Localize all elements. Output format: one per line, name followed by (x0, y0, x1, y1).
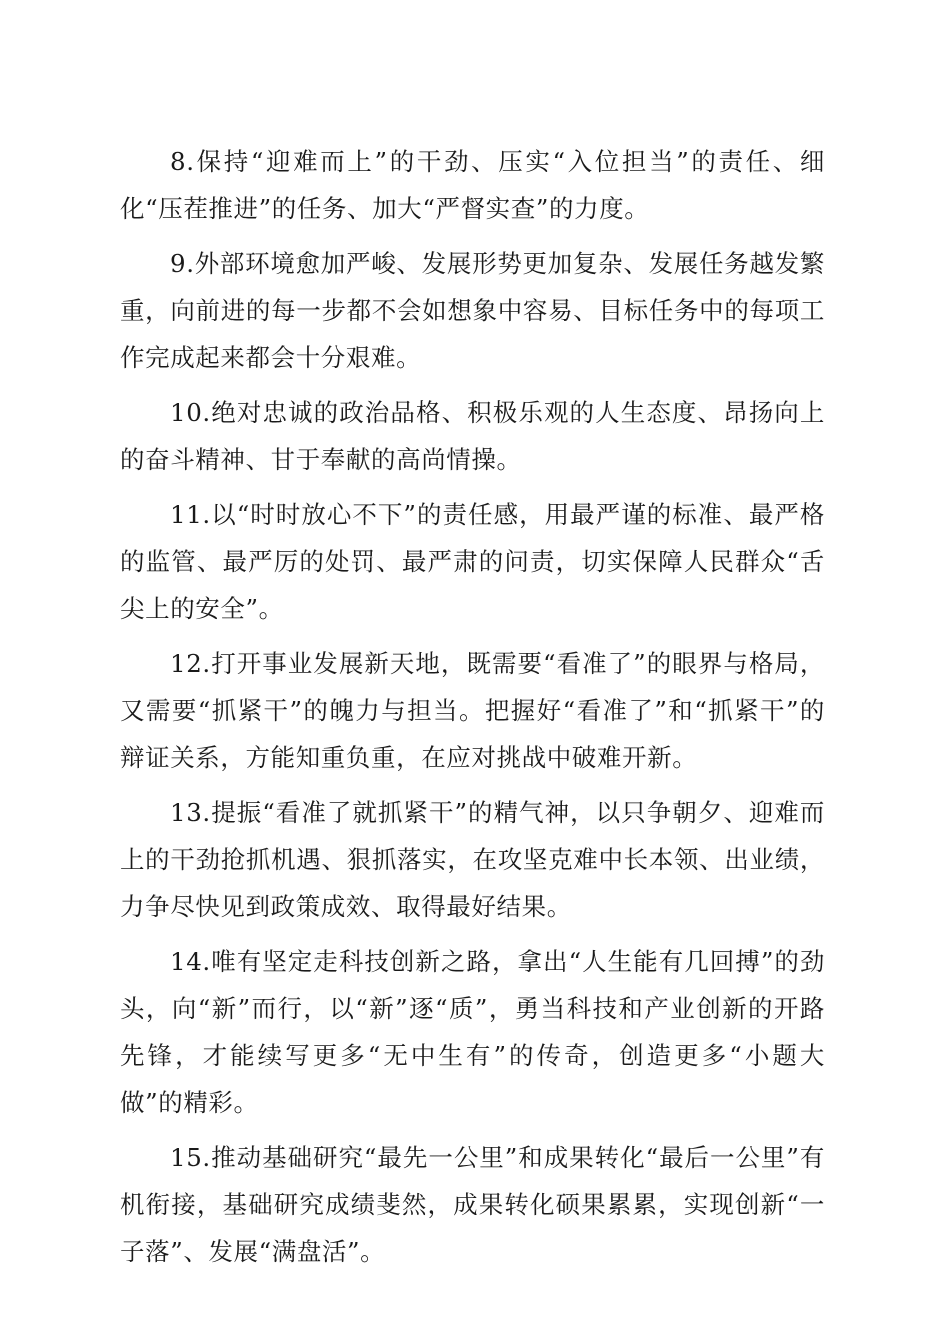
paragraph-11: 11.以“时时放心不下”的责任感，用最严谨的标准、最严格的监管、最严厉的处罚、最严肃的问责，切实保障人民群众“舌尖上的安全”。 (120, 500, 825, 623)
paragraph-14: 14.唯有坚定走科技创新之路，拿出“人生能有几回搏”的劲头，向“新”而行，以“新”逐“质”，勇当科技和产业创新的开路先锋，才能续写更多“无中生有”的传奇，创造更多“小题大做”的精彩。 (120, 947, 825, 1117)
paragraph-8: 8.保持“迎难而上”的干劲、压实“入位担当”的责任、细化“压茬推进”的任务、加大“严督实查”的力度。 (120, 147, 825, 223)
paragraph-10: 10.绝对忠诚的政治品格、积极乐观的人生态度、昂扬向上的奋斗精神、甘于奉献的高尚情操。 (120, 398, 825, 474)
document-body (120, 138, 825, 1283)
paragraph-9: 9.外部环境愈加严峻、发展形势更加复杂、发展任务越发繁重，向前进的每一步都不会如想象中容易、目标任务中的每项工作完成起来都会十分艰难。 (120, 249, 825, 372)
paragraph-15: 15.推动基础研究“最先一公里”和成果转化“最后一公里”有机衔接，基础研究成绩斐然，成果转化硕果累累，实现创新“一子落”、发展“满盘活”。 (120, 1143, 825, 1266)
paragraph-13: 13.提振“看准了就抓紧干”的精气神，以只争朝夕、迎难而上的干劲抢抓机遇、狠抓落实，在攻坚克难中长本领、出业绩，力争尽快见到政策成效、取得最好结果。 (120, 798, 825, 921)
paragraph-12: 12.打开事业发展新天地，既需要“看准了”的眼界与格局，又需要“抓紧干”的魄力与担当。把握好“看准了”和“抓紧干”的辩证关系，方能知重负重，在应对挑战中破难开新。 (120, 649, 825, 772)
